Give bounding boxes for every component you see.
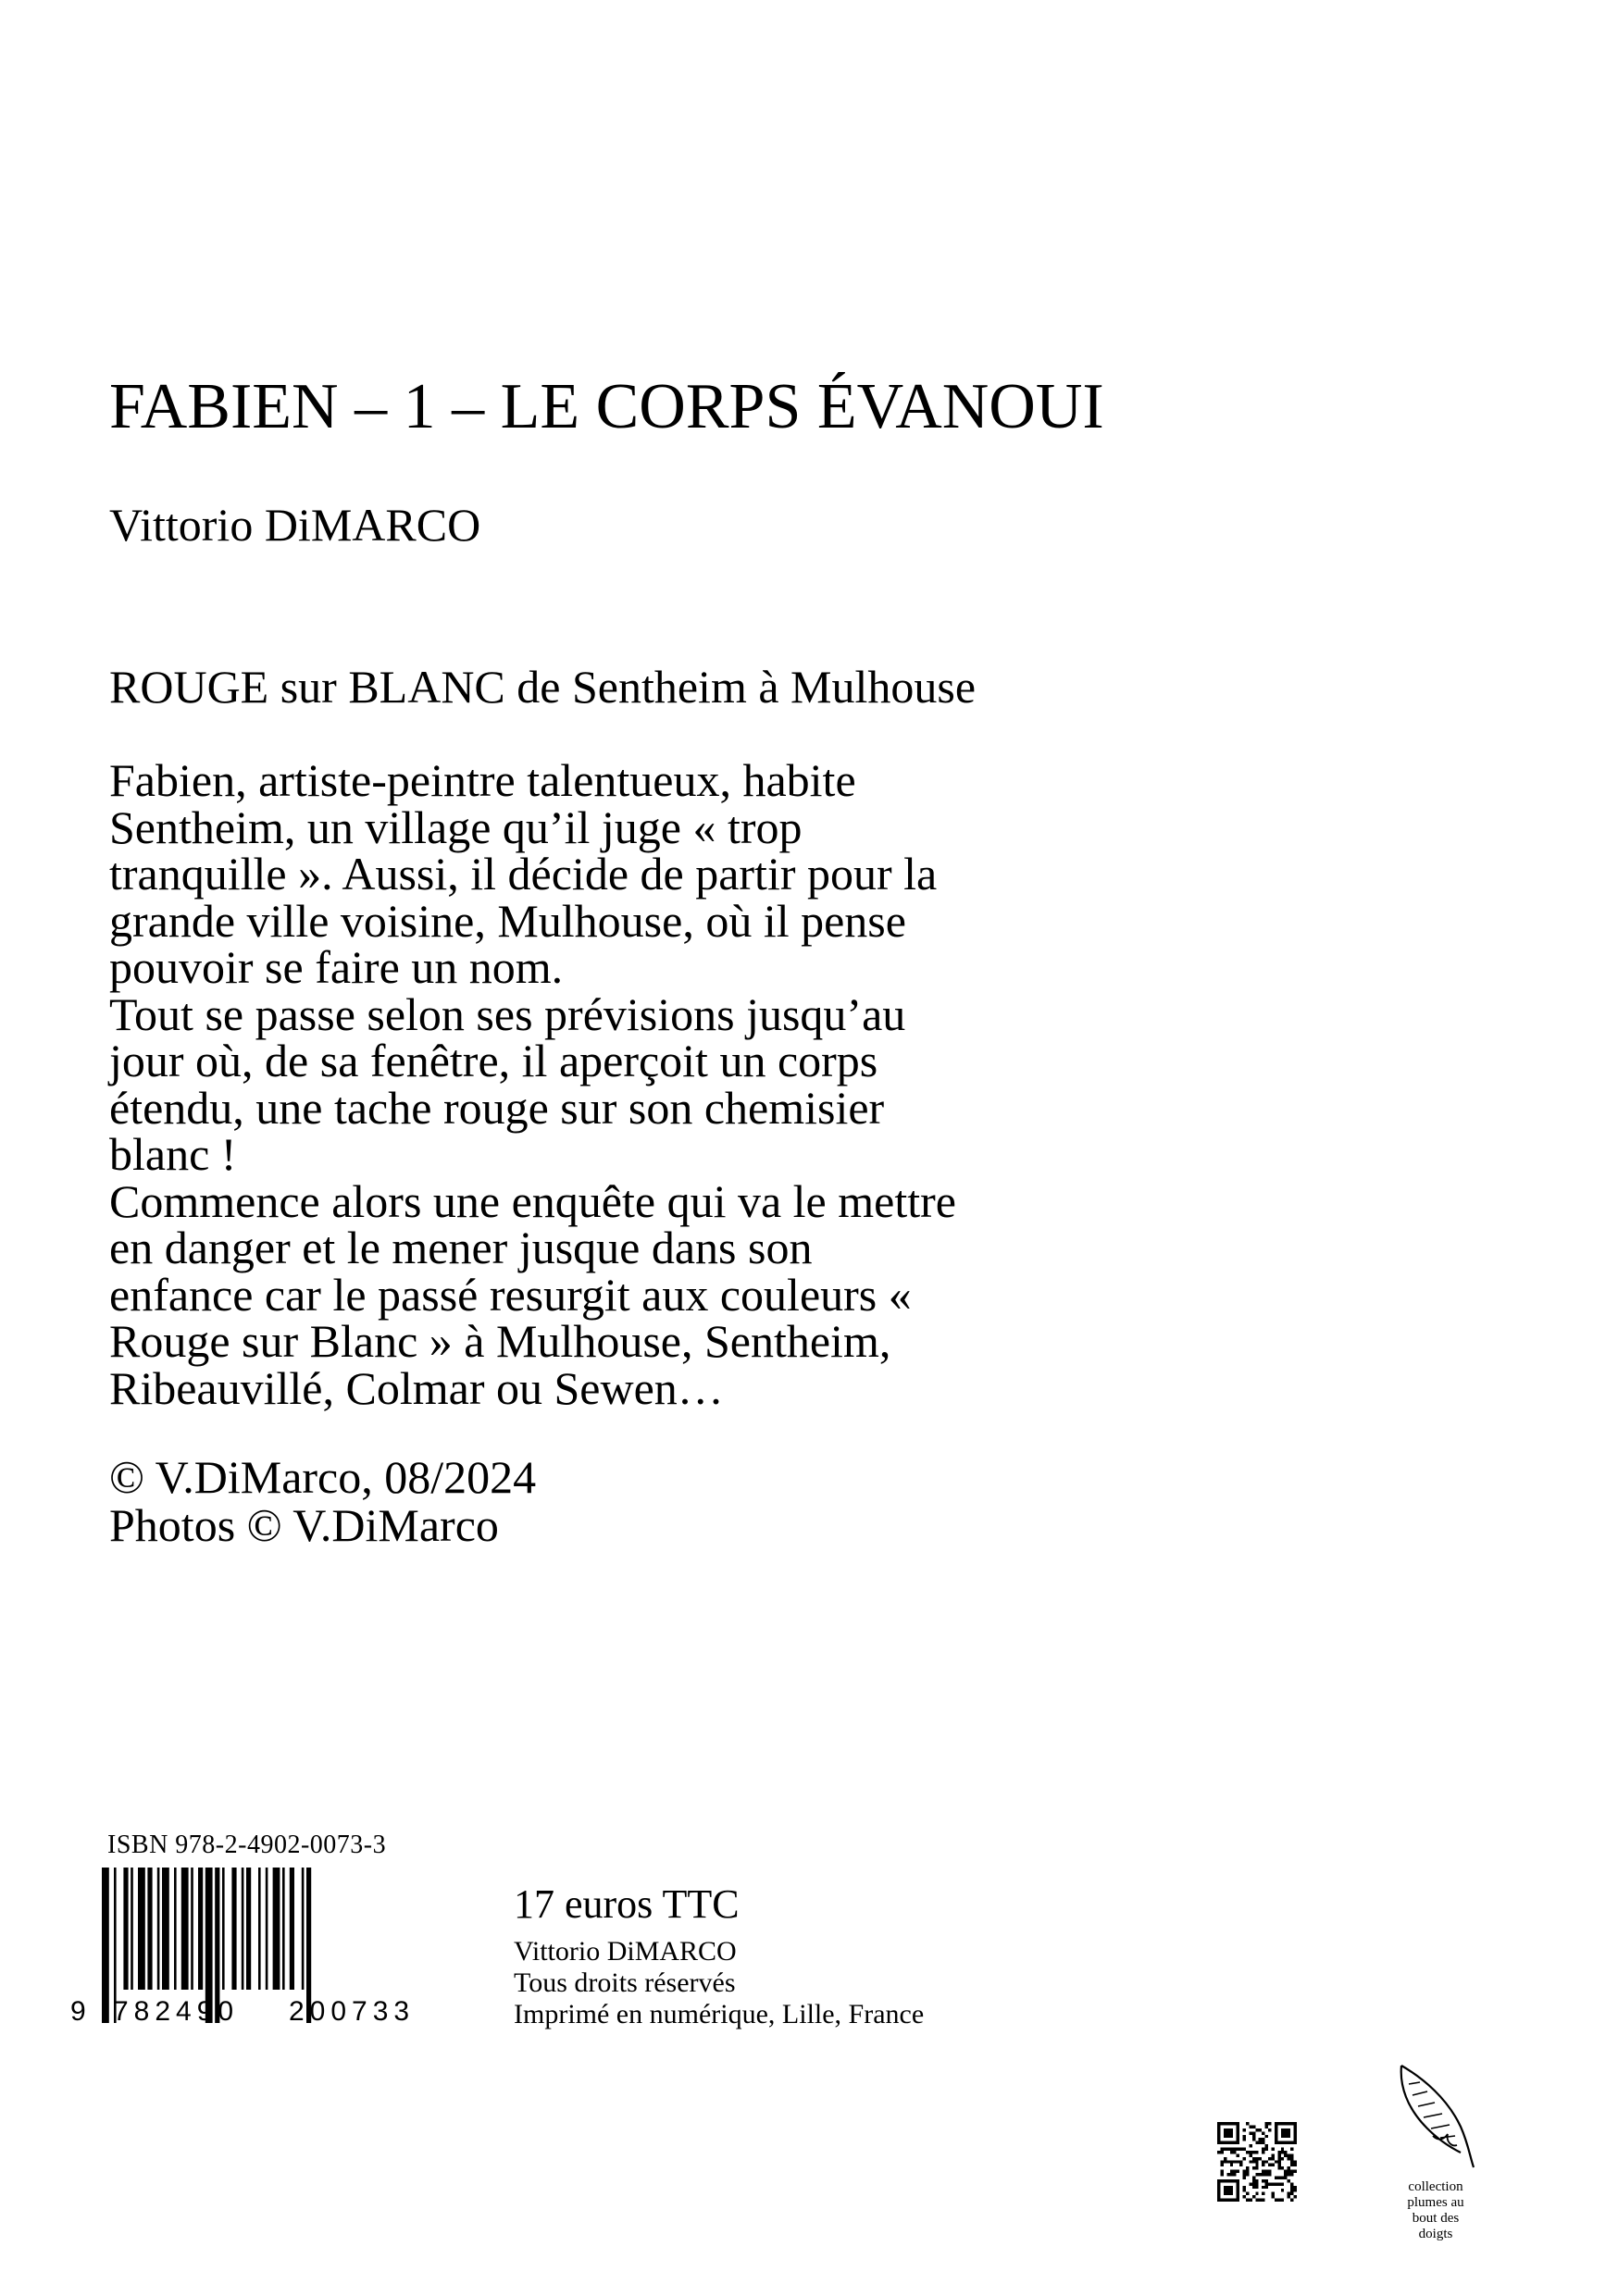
qr-cell: [1262, 2170, 1264, 2173]
qr-cell: [1262, 2138, 1264, 2141]
qr-cell: [1249, 2160, 1251, 2163]
qr-cell: [1224, 2128, 1233, 2138]
qr-code-icon: [1217, 2122, 1297, 2202]
qr-cell: [1277, 2166, 1280, 2169]
qr-cell: [1294, 2122, 1297, 2144]
qr-cell: [1290, 2189, 1293, 2191]
barcode-digit-group-2: 200733: [289, 1996, 416, 2025]
qr-cell: [1217, 2122, 1239, 2125]
barcode-bar: [282, 1868, 285, 1990]
blurb-line: Tout se passe selon ses prévisions jusqu’au: [109, 987, 906, 1040]
qr-cell: [1262, 2179, 1264, 2182]
qr-cell: [1262, 2199, 1264, 2202]
qr-cell: [1259, 2141, 1262, 2144]
qr-cell: [1290, 2182, 1293, 2185]
qr-cell: [1277, 2153, 1280, 2156]
qr-cell: [1243, 2128, 1246, 2131]
qr-cell: [1255, 2128, 1258, 2131]
qr-cell: [1239, 2160, 1242, 2163]
qr-cell: [1217, 2151, 1220, 2153]
blurb-line: Ribeauvillé, Colmar ou Sewen…: [109, 1361, 724, 1414]
qr-cell: [1217, 2179, 1239, 2182]
qr-cell: [1277, 2160, 1280, 2163]
qr-cell: [1255, 2179, 1258, 2182]
qr-cell: [1217, 2122, 1220, 2144]
qr-cell: [1220, 2164, 1223, 2166]
qr-cell: [1237, 2153, 1239, 2156]
qr-cell: [1230, 2160, 1233, 2163]
qr-cell: [1284, 2173, 1287, 2176]
qr-cell: [1275, 2160, 1277, 2163]
barcode-bar: [290, 1868, 294, 1990]
qr-cell: [1233, 2151, 1236, 2153]
qr-cell: [1255, 2164, 1258, 2166]
qr-cell: [1230, 2173, 1233, 2176]
qr-cell: [1284, 2170, 1287, 2173]
qr-cell: [1243, 2173, 1246, 2176]
book-subtitle: ROUGE sur BLANC de Sentheim à Mulhouse: [109, 661, 977, 713]
qr-cell: [1265, 2173, 1268, 2176]
qr-cell: [1281, 2151, 1284, 2153]
qr-cell: [1268, 2182, 1271, 2185]
qr-cell: [1265, 2135, 1268, 2138]
qr-cell: [1259, 2173, 1262, 2176]
qr-cell: [1271, 2153, 1274, 2156]
qr-cell: [1230, 2164, 1233, 2166]
qr-cell: [1217, 2141, 1239, 2144]
qr-cell: [1277, 2176, 1280, 2178]
qr-cell: [1290, 2164, 1293, 2166]
qr-cell: [1246, 2122, 1249, 2125]
qr-cell: [1281, 2148, 1284, 2151]
copyright-block: [109, 1453, 536, 1549]
qr-cell: [1237, 2170, 1239, 2173]
qr-cell: [1224, 2148, 1226, 2151]
qr-cell: [1265, 2144, 1268, 2147]
qr-cell: [1237, 2179, 1239, 2202]
qr-cell: [1262, 2160, 1264, 2163]
qr-cell: [1220, 2148, 1223, 2151]
qr-cell: [1288, 2153, 1290, 2156]
blurb-line: Commence alors une enquête qui va le mettre: [109, 1174, 956, 1227]
qr-cell: [1262, 2151, 1264, 2153]
qr-cell: [1290, 2148, 1293, 2151]
barcode-bar: [138, 1868, 145, 1990]
qr-cell: [1233, 2170, 1236, 2173]
qr-cell: [1290, 2192, 1293, 2195]
qr-cell: [1275, 2122, 1297, 2125]
barcode-digit-group-1: 782490: [113, 1996, 240, 2025]
qr-cell: [1281, 2166, 1284, 2169]
imprint-printing: Imprimé en numérique, Lille, France: [514, 1999, 925, 2029]
qr-cell: [1262, 2173, 1264, 2176]
blurb-line: Rouge sur Blanc » à Mulhouse, Sentheim,: [109, 1315, 891, 1367]
barcode-bar: [174, 1868, 177, 1990]
qr-cell: [1237, 2160, 1239, 2163]
qr-cell: [1265, 2186, 1268, 2189]
qr-cell: [1268, 2157, 1271, 2160]
barcode-bar: [231, 1868, 236, 1990]
qr-cell: [1275, 2182, 1277, 2185]
book-author: Vittorio DiMARCO: [109, 499, 481, 551]
qr-cell: [1265, 2148, 1268, 2151]
barcode-bar: [302, 1868, 305, 1990]
qr-cell: [1271, 2157, 1274, 2160]
qr-cell: [1284, 2153, 1287, 2156]
qr-cell: [1224, 2157, 1226, 2160]
blurb-line: Sentheim, un village qu’il juge « trop: [109, 800, 803, 853]
qr-cell: [1262, 2131, 1264, 2134]
blurb: [109, 754, 1266, 1414]
qr-cell: [1233, 2160, 1236, 2163]
qr-cell: [1252, 2166, 1255, 2169]
qr-cell: [1230, 2148, 1233, 2151]
qr-cell: [1243, 2195, 1246, 2198]
qr-cell: [1275, 2141, 1297, 2144]
barcode-bar: [246, 1868, 251, 1990]
qr-cell: [1288, 2170, 1290, 2173]
qr-cell: [1220, 2173, 1223, 2176]
qr-cell: [1252, 2160, 1255, 2163]
qr-cell: [1294, 2186, 1297, 2189]
qr-cell: [1275, 2122, 1277, 2144]
qr-cell: [1275, 2199, 1277, 2202]
blurb-line: jour où, de sa fenêtre, il aperçoit un corps: [109, 1035, 878, 1086]
barcode-bar: [157, 1868, 160, 1990]
qr-cell: [1265, 2125, 1268, 2128]
barcode-bar: [181, 1868, 189, 1990]
qr-cell: [1220, 2160, 1223, 2163]
qr-cell: [1268, 2122, 1271, 2125]
qr-cell: [1268, 2128, 1271, 2131]
qr-cell: [1246, 2166, 1249, 2169]
qr-cell: [1271, 2182, 1274, 2185]
qr-cell: [1281, 2157, 1284, 2160]
qr-cell: [1288, 2179, 1290, 2182]
qr-cell: [1249, 2125, 1251, 2128]
qr-cell: [1290, 2153, 1293, 2156]
barcode-bar: [162, 1868, 169, 1990]
qr-cell: [1290, 2173, 1293, 2176]
qr-cell: [1243, 2176, 1246, 2178]
qr-cell: [1255, 2141, 1258, 2144]
copyright-line: © V.DiMarco, 08/2024: [109, 1451, 537, 1503]
blurb-line: grande ville voisine, Mulhouse, où il pense: [109, 894, 906, 947]
qr-cell: [1288, 2195, 1290, 2198]
photos-credit: Photos © V.DiMarco: [109, 1499, 499, 1551]
qr-cell: [1255, 2157, 1258, 2160]
qr-cell: [1265, 2170, 1268, 2173]
imprint-rights: Tous droits réservés: [514, 1967, 736, 1998]
qr-cell: [1255, 2166, 1258, 2169]
qr-cell: [1243, 2186, 1246, 2189]
qr-cell: [1255, 2151, 1258, 2153]
barcode: [67, 1868, 454, 2025]
collection-line: collection: [1408, 2179, 1463, 2194]
qr-cell: [1252, 2182, 1255, 2185]
qr-cell: [1265, 2179, 1268, 2182]
qr-cell: [1255, 2186, 1258, 2189]
qr-cell: [1281, 2182, 1284, 2185]
qr-cell: [1243, 2170, 1246, 2173]
qr-cell: [1259, 2138, 1262, 2141]
qr-cell: [1259, 2157, 1262, 2160]
qr-cell: [1252, 2157, 1255, 2160]
qr-cell: [1224, 2186, 1233, 2195]
qr-cell: [1233, 2148, 1236, 2151]
barcode-bar: [198, 1868, 203, 1990]
imprint-block: [514, 1936, 924, 2030]
blurb-line: blanc !: [109, 1128, 237, 1180]
collection-line: bout des: [1412, 2211, 1460, 2226]
book-title: FABIEN – 1 – LE CORPS ÉVANOUI: [109, 371, 1104, 442]
qr-cell: [1290, 2157, 1293, 2160]
qr-cell: [1249, 2144, 1251, 2147]
blurb-line: pouvoir se faire un nom.: [109, 941, 564, 993]
barcode-bar: [123, 1868, 128, 1990]
qr-cell: [1249, 2199, 1251, 2202]
qr-cell: [1239, 2164, 1242, 2166]
qr-cell: [1277, 2157, 1280, 2160]
qr-cell: [1294, 2160, 1297, 2163]
qr-cell: [1237, 2148, 1239, 2151]
qr-cell: [1290, 2170, 1293, 2173]
qr-cell: [1281, 2189, 1284, 2191]
qr-cell: [1275, 2176, 1277, 2178]
blurb-line: tranquille ». Aussi, il décide de partir pour la: [109, 848, 938, 900]
qr-cell: [1281, 2176, 1284, 2178]
qr-cell: [1259, 2199, 1262, 2202]
qr-cell: [1277, 2151, 1280, 2153]
qr-cell: [1217, 2179, 1220, 2202]
imprint-publisher: Vittorio DiMARCO: [514, 1936, 737, 1967]
qr-cell: [1243, 2189, 1246, 2191]
qr-cell: [1262, 2192, 1264, 2195]
qr-cell: [1265, 2182, 1268, 2185]
barcode-bar: [191, 1868, 193, 1990]
qr-cell: [1290, 2199, 1293, 2202]
qr-cell: [1252, 2131, 1255, 2134]
qr-cell: [1252, 2176, 1255, 2178]
barcode-bar: [273, 1868, 280, 1990]
qr-cell: [1252, 2151, 1255, 2153]
qr-cell: [1237, 2122, 1239, 2144]
qr-cell: [1252, 2179, 1255, 2182]
qr-cell: [1259, 2128, 1262, 2131]
qr-cell: [1220, 2151, 1223, 2153]
qr-cell: [1249, 2182, 1251, 2185]
barcode-bar: [266, 1868, 268, 1990]
qr-cell: [1243, 2135, 1246, 2138]
collection-label: [1385, 2179, 1487, 2242]
qr-cell: [1271, 2164, 1274, 2166]
barcode-bar: [242, 1868, 244, 1990]
qr-cell: [1243, 2157, 1246, 2160]
qr-cell: [1262, 2141, 1264, 2144]
qr-cell: [1246, 2151, 1249, 2153]
qr-cell: [1233, 2173, 1236, 2176]
qr-cell: [1230, 2170, 1233, 2173]
qr-cell: [1246, 2192, 1249, 2195]
qr-cell: [1277, 2164, 1280, 2166]
qr-cell: [1252, 2135, 1255, 2138]
qr-cell: [1255, 2199, 1258, 2202]
qr-cell: [1271, 2195, 1274, 2198]
blurb-line: Fabien, artiste-peintre talentueux, habite: [109, 754, 856, 806]
qr-cell: [1288, 2192, 1290, 2195]
qr-cell: [1255, 2182, 1258, 2185]
qr-cell: [1268, 2164, 1271, 2166]
barcode-bar: [147, 1868, 152, 1990]
blurb-line: étendu, une tache rouge sur son chemisier: [109, 1081, 885, 1134]
qr-cell: [1290, 2186, 1293, 2189]
qr-cell: [1252, 2138, 1255, 2141]
qr-cell: [1252, 2125, 1255, 2128]
qr-cell: [1294, 2189, 1297, 2191]
qr-cell: [1281, 2199, 1284, 2202]
qr-cell: [1288, 2157, 1290, 2160]
qr-cell: [1268, 2170, 1271, 2173]
qr-cell: [1239, 2148, 1242, 2151]
qr-cell: [1265, 2160, 1268, 2163]
qr-cell: [1255, 2192, 1258, 2195]
qr-cell: [1220, 2170, 1223, 2173]
qr-cell: [1288, 2166, 1290, 2169]
qr-cell: [1294, 2164, 1297, 2166]
qr-cell: [1226, 2160, 1229, 2163]
qr-cell: [1226, 2173, 1229, 2176]
isbn-label: ISBN 978-2-4902-0073-3: [107, 1831, 387, 1859]
qr-cell: [1246, 2170, 1249, 2173]
qr-cell: [1284, 2176, 1287, 2178]
qr-cell: [1290, 2160, 1293, 2163]
qr-cell: [1288, 2173, 1290, 2176]
qr-cell: [1217, 2199, 1239, 2202]
qr-cell: [1277, 2199, 1280, 2202]
qr-cell: [1255, 2160, 1258, 2163]
qr-cell: [1246, 2173, 1249, 2176]
qr-cell: [1262, 2164, 1264, 2166]
qr-cell: [1271, 2192, 1274, 2195]
barcode-bar: [131, 1868, 133, 1990]
qr-cell: [1249, 2131, 1251, 2134]
qr-cell: [1243, 2148, 1246, 2151]
qr-cell: [1252, 2186, 1255, 2189]
barcode-digit-first: 9: [70, 1996, 86, 2025]
price: 17 euros TTC: [514, 1881, 740, 1927]
qr-cell: [1262, 2148, 1264, 2151]
collection-line: doigts: [1418, 2227, 1453, 2241]
qr-cell: [1262, 2186, 1264, 2189]
qr-cell: [1246, 2199, 1249, 2202]
blurb-line: enfance car le passé resurgit aux couleurs «: [109, 1268, 912, 1321]
qr-cell: [1294, 2170, 1297, 2173]
qr-cell: [1271, 2148, 1274, 2151]
qr-cell: [1230, 2151, 1233, 2153]
barcode-bar: [102, 1868, 109, 2023]
feather-logo-icon: [1396, 2062, 1479, 2171]
qr-cell: [1249, 2151, 1251, 2153]
qr-cell: [1249, 2153, 1251, 2156]
barcode-bar: [258, 1868, 261, 1990]
qr-cell: [1224, 2160, 1226, 2163]
qr-cell: [1284, 2151, 1287, 2153]
qr-cell: [1294, 2195, 1297, 2198]
qr-cell: [1277, 2182, 1280, 2185]
qr-cell: [1265, 2122, 1268, 2125]
collection-line: plumes au: [1407, 2195, 1464, 2210]
qr-cell: [1281, 2128, 1290, 2138]
qr-cell: [1226, 2148, 1229, 2151]
barcode-bar: [222, 1868, 225, 1990]
qr-cell: [1243, 2138, 1246, 2141]
qr-cell: [1268, 2173, 1271, 2176]
blurb-line: en danger et le mener jusque dans son: [109, 1222, 813, 1273]
qr-cell: [1252, 2195, 1255, 2198]
qr-cell: [1255, 2173, 1258, 2176]
